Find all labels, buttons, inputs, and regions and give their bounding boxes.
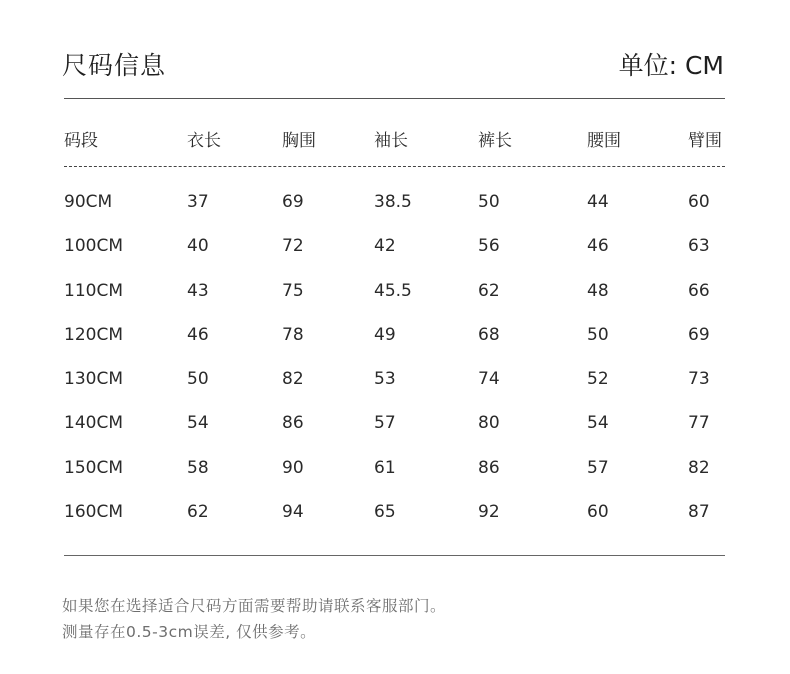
waist-cell: 52 [587, 369, 609, 390]
arm-cell: 87 [688, 502, 710, 523]
length-cell: 58 [187, 457, 209, 478]
sleeve-cell: 57 [374, 413, 396, 434]
waist-cell: 54 [587, 413, 609, 434]
sleeve-cell: 45.5 [374, 280, 412, 301]
column-header-chest: 胸围 [282, 131, 316, 151]
arm-cell: 77 [688, 413, 710, 434]
waist-cell: 50 [587, 324, 609, 345]
waist-cell: 60 [587, 502, 609, 523]
table-row [0, 281, 790, 325]
length-cell: 43 [187, 280, 209, 301]
column-header-size-range: 码段 [64, 131, 98, 151]
size-range-cell: 120CM [64, 324, 123, 345]
table-row [0, 192, 790, 236]
size-range-cell: 100CM [64, 236, 123, 257]
length-cell: 46 [187, 324, 209, 345]
page-title: 尺码信息 [62, 51, 167, 80]
chest-cell: 86 [282, 413, 304, 434]
length-cell: 62 [187, 502, 209, 523]
help-note: 如果您在选择适合尺码方面需要帮助请联系客服部门。 [62, 597, 447, 615]
arm-cell: 60 [688, 192, 710, 212]
chest-cell: 94 [282, 502, 304, 523]
table-row [0, 413, 790, 457]
waist-cell: 57 [587, 457, 609, 478]
table-row [0, 458, 790, 502]
bottom-divider [64, 555, 725, 556]
sleeve-cell: 53 [374, 369, 396, 390]
pants-length-cell: 92 [478, 502, 500, 523]
column-header-length: 衣长 [187, 131, 221, 151]
table-row [0, 325, 790, 369]
waist-cell: 48 [587, 280, 609, 301]
size-range-cell: 110CM [64, 280, 123, 301]
arm-cell: 63 [688, 236, 710, 257]
length-cell: 54 [187, 413, 209, 434]
sleeve-cell: 61 [374, 457, 396, 478]
chest-cell: 75 [282, 280, 304, 301]
pants-length-cell: 62 [478, 280, 500, 301]
waist-cell: 46 [587, 236, 609, 257]
top-divider [64, 98, 725, 99]
arm-cell: 73 [688, 369, 710, 390]
table-body [0, 192, 790, 546]
header-dashed-divider [64, 166, 725, 167]
length-cell: 37 [187, 192, 209, 212]
table-row [0, 369, 790, 413]
pants-length-cell: 56 [478, 236, 500, 257]
sleeve-cell: 49 [374, 324, 396, 345]
length-cell: 40 [187, 236, 209, 257]
arm-cell: 69 [688, 324, 710, 345]
sleeve-cell: 42 [374, 236, 396, 257]
column-header-waist: 腰围 [587, 131, 621, 151]
unit-label: 单位: CM [618, 51, 724, 80]
column-header-sleeve: 袖长 [374, 131, 408, 151]
chest-cell: 72 [282, 236, 304, 257]
column-header-arm: 臂围 [688, 131, 722, 151]
size-range-cell: 160CM [64, 502, 123, 523]
sleeve-cell: 65 [374, 502, 396, 523]
size-range-cell: 90CM [64, 192, 113, 212]
waist-cell: 44 [587, 192, 609, 212]
table-row [0, 502, 790, 546]
sleeve-cell: 38.5 [374, 192, 412, 212]
size-range-cell: 150CM [64, 457, 123, 478]
column-header-pants-length: 裤长 [478, 131, 512, 151]
table-header [0, 126, 790, 150]
pants-length-cell: 68 [478, 324, 500, 345]
size-range-cell: 130CM [64, 369, 123, 390]
pants-length-cell: 86 [478, 457, 500, 478]
length-cell: 50 [187, 369, 209, 390]
tolerance-note: 测量存在0.5-3cm误差, 仅供参考。 [62, 623, 317, 641]
pants-length-cell: 74 [478, 369, 500, 390]
chest-cell: 90 [282, 457, 304, 478]
arm-cell: 66 [688, 280, 710, 301]
chest-cell: 69 [282, 192, 304, 212]
table-row [0, 236, 790, 280]
chest-cell: 82 [282, 369, 304, 390]
pants-length-cell: 80 [478, 413, 500, 434]
arm-cell: 82 [688, 457, 710, 478]
pants-length-cell: 50 [478, 192, 500, 212]
chest-cell: 78 [282, 324, 304, 345]
size-range-cell: 140CM [64, 413, 123, 434]
